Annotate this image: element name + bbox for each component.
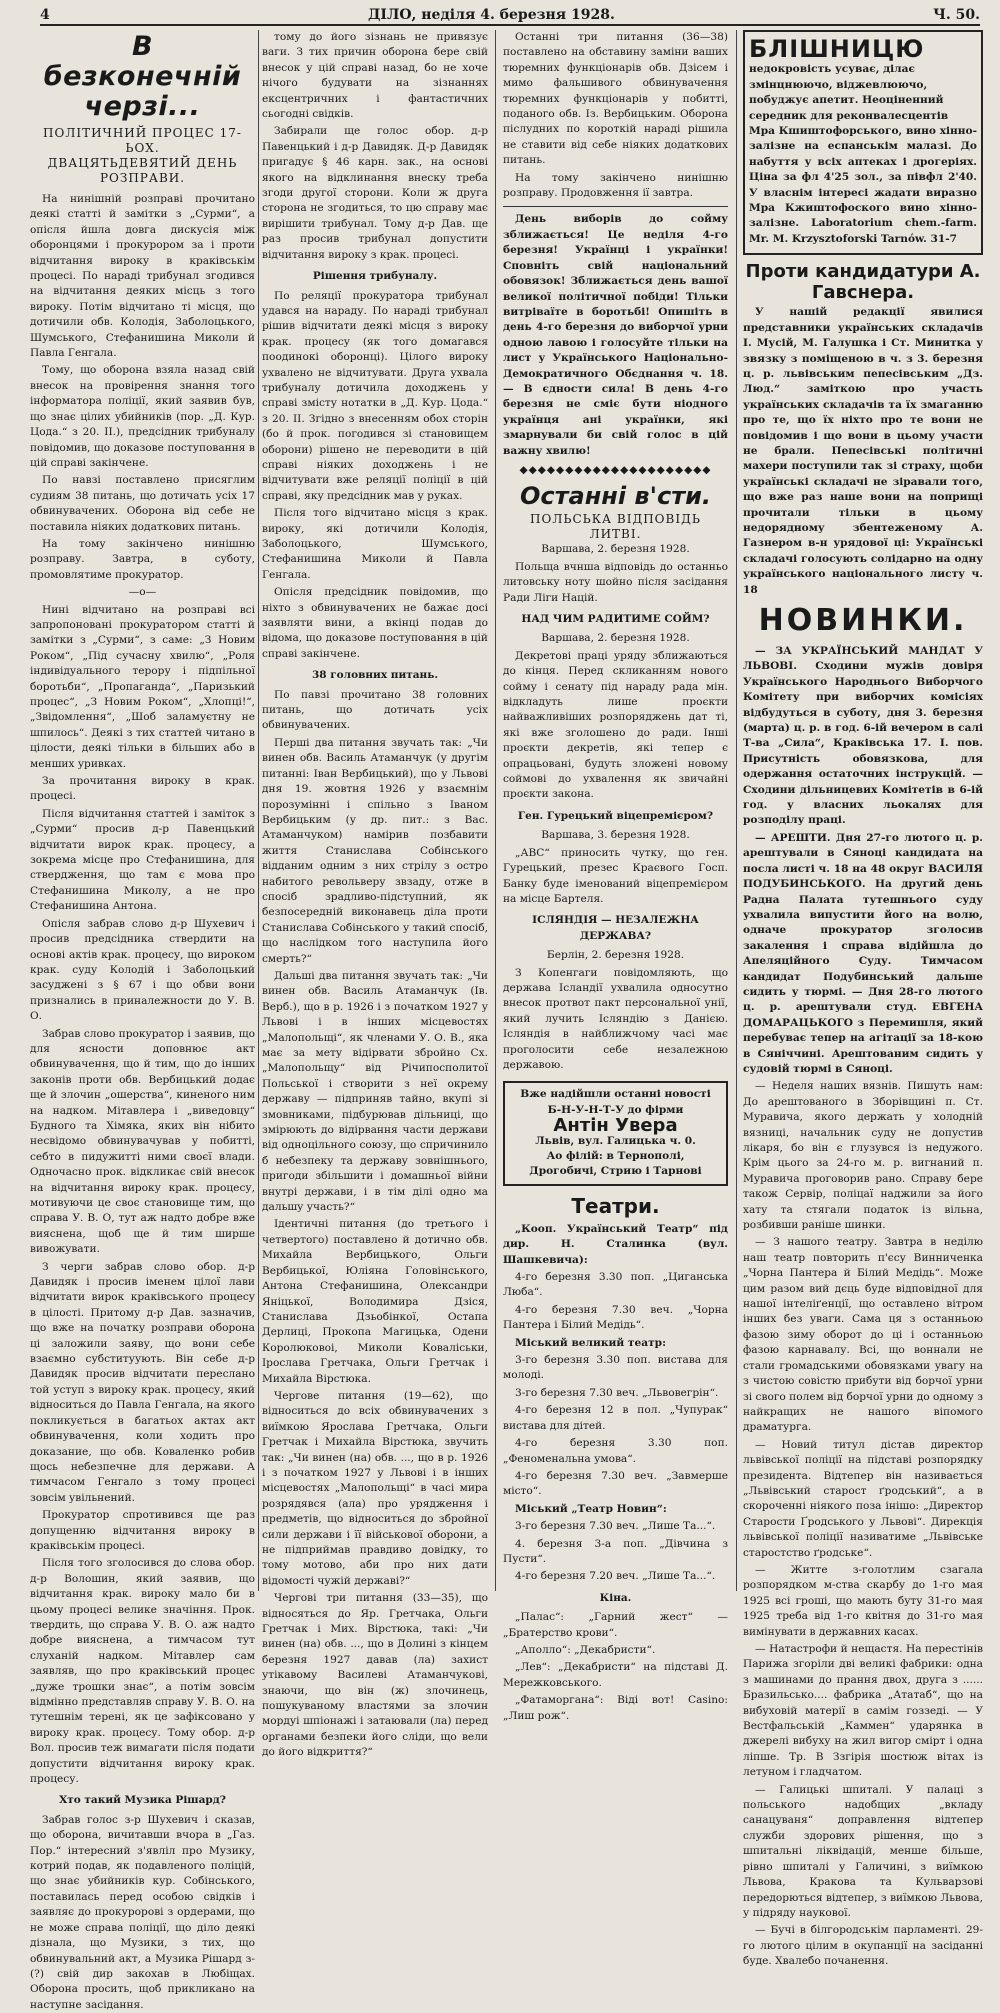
news-item: — Житте з-голотлим сзагала розпорядком м-ства скарбу до 1-го мая 1925 всі гроші, що мають буту 31-го мая 1925 треба від 1-го квітня до 31-го мая вимінувати в державних касах. <box>743 1563 983 1638</box>
listing: 4-го березня 3.30 поп. „Феноменальна умова“. <box>503 1437 728 1465</box>
ad-text: Мра Кшиштофорського, вино хінно-залізне на еспанськім малазі. До набуття у всіх аптеках і дрогеріях. Ціна за фл 4'25 зол., за півфл 2'40. У власнім інтересі жадати виразно Мра Кжиштофоского вино хінно-залізне. Laboratorium chem.-farm. Mr. M. Krzysztoforski Tarnów. 31-7 <box>749 125 977 245</box>
dateline: Варшава, 2. березня 1928. <box>541 632 690 645</box>
issue-number: Ч. 50. <box>933 7 980 23</box>
paragraph: „АВС“ приносить чутку, що ген. Гурецький, презес Краєвого Госп. Банку буде іменований віцепремієром на місце Бартеля. <box>503 846 728 905</box>
news-subhead: ПОЛЬСЬКА ВІДПОВІДЬ ЛИТВІ. <box>530 512 701 542</box>
listing: „Фатаморгана“: Віді вот! Casino: „Лиш рож“. <box>503 1694 728 1722</box>
paragraph: По навзі поставлено присяглим судиям 38 питань, що дотичать усіх 17 обвинувачених. Оборона від себе не поставила ніяких додаткових питань. <box>30 474 255 533</box>
paragraph: Тому, що оборона взяла назад свій внесок на провірення знання того інформатора поліції, який заявив був, що знає цілих убийників (пор. „Д. Кур. Цода.“ з 20. II.), предсідник трибуналу повідомив, що доказове поступовання в цій справі закінчене. <box>30 364 255 469</box>
paragraph: тому до його зізнань не привязує ваги. З тих причин оборона бере свій внесок у цій справі назад, бо не хоче нічого будувати на зізнаннях ексцентричних і фантастичних сьогодні свідків. <box>262 31 488 121</box>
article-subhead: ДВАЦЯТЬДЕВЯТИЙ ДЕНЬ РОЗПРАВИ. <box>47 156 238 185</box>
listing: „Палас“: „Гарний жест“ — „Братерство крови“. <box>503 1611 728 1639</box>
masthead <box>40 6 980 26</box>
column-rule <box>258 30 259 1591</box>
news-item: — ЗА УКРАЇНСЬКИЙ МАНДАТ У ЛЬВОВІ. Сходини мужів довіря Українського Народнього Виборчого Комітету при виборчих комісіях відбудуться в суботу, дня 3. березня (марта) ц. р. в год. 6-ій вечером в салі Т-ва „Сила“, Краківська 17. І. пов. Присутність обовязкова, для одержання остаточних інструкцій. — Сходини дільницевих Комітетів в 6-ій год. у власних льокалях для розподілу праці. <box>743 645 983 827</box>
divider: —о— <box>128 586 157 599</box>
listing: 4-го березня 12 в пол. „Чупурак“ вистава для дітей. <box>503 1404 728 1432</box>
column-4 <box>743 30 983 1968</box>
ad-address: Львів, вул. Галицька ч. 0. <box>535 1134 696 1147</box>
election-appeal: День виборів до сойму зближається! Це неділя 4-го березня! Українці і українки! Сповніть свій національний обовязок! Зближається день вашої великої політичної побіди! Тільки витріваїте в боротьбі! Опишіть в день 4-го березня до виборчої урни одною лавою і голосуйте тільки на лист у Українського Національно-Демократичного Обєднання ч. 18. — В єдности сила! В день 4-го березня не сміє бути ніодного українця ані українки, які змарнували би свій голос в цій важну хвилю! <box>503 213 728 457</box>
news-item: — Галицькі шпиталі. У палаці з польського надобщих „вкладу санацуваня“ доправлення відтепер служби здорових рішення, що з шпитальні ліквідацій, менше більше, рівно шпиталі у Галичині, з виїмкою Львова, Кракова та Кульварзові передорються відтепер, з виїмкою Львова, у підряду наукової. <box>743 1783 983 1919</box>
news-item: — АРЕШТИ. Дня 27-го лютого ц. р. арештували в Сяноці кандидата на посла листі ч. 18 на 48 округ ВАСИЛЯ ПОДУБИНСЬКОГО. На другий день Радна Палата тутешнього суду ухвалила випустити його на волю, одначе прокуратор зголосив закалення і справа відійшла до Апеляційного Суду. Тимчасом кандидат Подубинський дальше сидить у тюрмі. — Дня 28-го лютого ц. р. арештували студ. ЕВГЕНА ДОМАРАЦЬКОГО з Перемишля, який перебуває тепер на агітації за 18-кою в Сяніччині. Арештованим сидить у судовій тюрмі в Сяноці. <box>743 831 983 1075</box>
column-rule <box>736 30 737 1591</box>
paragraph: Опісля забрав слово д-р Шухевич і просив предсідника ствердити на основі актів крак. процесу, що вироком крак. суду Колодій і Заболоцький засуджені з § 67 і що обви вони признались в приналежности до У. В. О. <box>30 917 255 1023</box>
news-item: — Натастрофи й нещастя. На перестінів Парижа згоріли дві великі фабрики: одна з машинами до прання двох, друга з ...... Бразильсько.... фабрика „Ататаб“, що на вибуховій матерії в самім гоззеді. — У Вестфальській „Каммен“ ударянка в джерелі вибуху на жил вигор смірт і одна ліпше. Тр. В Ззгірія шостюж вітах із летуном і гладчатом. <box>743 1643 983 1779</box>
paragraph: На тому закінчено нинішню розправу. Продовження ії завтра. <box>503 171 728 200</box>
section-heading: ІСЛЯНДІЯ — НЕЗАЛЕЖНА ДЕРЖАВА? <box>532 914 699 942</box>
news-item: — Бучі в білгородськім парламенті. 29-го лютого цілим в окупанції на засіданні буде. Хвалебо почанення. <box>743 1924 983 1968</box>
ad-line: Б-Н-У-Н-Т-У до фірми <box>547 1103 684 1116</box>
theatre-name: Міський „Театр Новин“: <box>515 1502 667 1515</box>
advertisement-box <box>503 1081 728 1185</box>
listing: 4-го березня 7.30 веч. „Завмерше місто“. <box>503 1469 728 1498</box>
paragraph: Прокуратор спротивився ще раз допущенню відчитання вироку в краківськім процесі. <box>30 1509 255 1552</box>
section-heading: НАД ЧИМ РАДИТИМЕ СОЙМ? <box>521 613 710 625</box>
paragraph: По реляції прокуратора трибунал удався на нараду. По нараді трибунал рішив відчитати деякі місця з вироку крак. процесу (як того домагався поодинокі оборонці). Цілого вироку ухвалено не відчитувати. Друга ухвала трибуналу дотичила доходжень у справі змісту нотатки в „Д. Кур. Цода.“ з 20. II. Згідно з внесенням обох сторін (бо й прок. погодився зі становищем оборони) рішено не переводити в цій справі ніяких доходжень і не відчитувати вже реляції поліції в цій справі, яку предсідник мав у руках. <box>262 289 488 502</box>
paragraph: За прочитання вироку в крак. процесі. <box>30 775 255 803</box>
paragraph: По павзі прочитано 38 головних питань, що дотичать усіх обвинувачених. <box>262 688 488 732</box>
paragraph: Після відчитання статтей і заміток з „Сурми“ просив д-р Павенцький відчитати вирок крак. процесу, а зокрема місце про Стефанишина, для ствердження, що там є мова про Стефанишина Миколу, а не про Стефанишина Антона. <box>30 807 255 913</box>
section-heading: Рішення трибуналу. <box>312 270 438 283</box>
dateline: Берлін, 2. березня 1928. <box>546 949 685 962</box>
column-rule <box>495 30 496 1591</box>
listing: „Лев“: „Декабристи“ на підставі Д. Мережковського. <box>503 1661 728 1689</box>
paragraph: Перші два питання звучать так: „Чи винен обв. Василь Атаманчук (у другім питанні: Іван Вербицький), що у Львові дня 19. жовтня 1926 у взаємнім порозумінні і спільно з Іваном Вербицьким (у др. пит.: з Вас. Атаманчуком) намірив позбавити життя Станислава Собінського відданим одним з них стрілу з остро набитого револьверу звзаду, отже в спосіб зрадливо-підступний, як безпосередній виконавець діла проти Станислава Собінського у такий спосіб, що наслідком того наступила його смерть?“ <box>262 736 488 965</box>
listing: 3-го березня 7.30 веч. „Лише Та...“. <box>515 1520 716 1533</box>
paragraph: Дальші два питання звучать так: „Чи винен обв. Василь Атаманчук (Ів. Верб.), що в р. 1926 і з початком 1927 у Львові і в інших місцевостях „Малопольщі“, як членами У. О. В., яка має за мету відірвати збройно Сх. „Малопольщу“ від Річипосполитої Польської і створити з неї окрему державу — підприняв тайно, вкупі зі змовниками, підбурював дільниці, що змірюють до відірвання части держави від одноцільного союзу, що спричинило б небезпеку та державу зовнішнього, пригоди збільшити і домашньої війни внутрі держави, і в тім ділі одно ма дальшу участь?“ <box>262 969 488 1214</box>
theatre-headline: Театри. <box>571 1193 660 1218</box>
listing: 4-го березня 7.30 веч. „Чорна Пантера і Білий Медідь“. <box>503 1303 728 1332</box>
advertisement-box <box>743 30 983 255</box>
paragraph: Декретові праці уряду зближаються до кінця. Перед скликанням нового сойму і сенату під нараду рада мін. відкладуть лише проєкти найважливіших розпоряджень дат ті, які вже зголошено до ради. Інші проєкти декретів, які тепер є опрацьовані, будуть зложені новому соймові до ухвалення як звичайні проєкти закона. <box>503 649 728 801</box>
ad-title: БЛІШНИЦЮ <box>749 35 925 63</box>
paragraph: Після того зголосився до слова обор. д-р Волошин, який заявив, що відчитання крак. вироку мало би в цьому процесі велике значіння. Прок. твердить, що справа У. В. О. аж надто добре вияснена, а тимчасом тут слуханій надком. Мітавлер сам заявляв, що про краківський процес „дуже трошки знає“, а потім зовсім відмінно представляв справу У. В. О. на тутешнім терені, як це зафіксовано у вироку крак. процесу. Тому обор. д-р Вол. просив теж вимагати після подати допустити відчитання вироку крак. процесу. <box>30 1557 255 1786</box>
paragraph: Нині відчитано на розправі всі запропоновані прокуратором статті й замітки з „Сурми“, з саме: „З Новим Роком“, „Під сучасну хвилю“, „Роля індивідуального терору і підпільної боротьби“, „Пропаганда“, „Паризький процес“, „З Новим Роком“, „Хлопці!“, „Звідомлення“, „Шоб заламуєтну не шпилось“. Деякі з тих статтей читано в цілости, деякі тільки в більших або в менших уривках. <box>30 603 255 770</box>
listing: 4. березня 3-а поп. „Дівчина з Пусти“. <box>503 1537 728 1565</box>
theatre-name: „Кооп. Український Театр“ під дир. Н. Сталинка (вул. Шашкевича): <box>503 1222 728 1266</box>
article-subhead: ПОЛІТИЧНИЙ ПРОЦЕС 17-ЬОХ. <box>43 126 242 155</box>
paragraph: Ідентичні питання (до третього і четвертого) поставлено й дотично обв. Михайла Вербицького, Ольги Вербицької, Юліяна Головінського, Антона Стефанишина, Олександри Яніцької, Володимира Дзіся, Станислава Дзьобінкої, Остапа Дерлиці, Прокопа Магицька, Одени Королюковоі, Миколи Коваліськи, Ірослава Гретчака, Ольги Гретчак і Михайла Вірстюка. <box>262 1218 488 1385</box>
section-heading: 38 головних питань. <box>311 669 439 682</box>
section-heading: Хто такий Музика Рішард? <box>59 1794 226 1807</box>
dateline: Варшава, 2. березня 1928. <box>541 543 690 556</box>
paragraph: Опісля предсідник повідомив, що ніхто з обвинувачених не бажає досі заявляти вини, а вкінці подав до відома, що доказове поступовання в цій справі закінчене. <box>262 586 488 660</box>
news-item: — Неделя наших вязнів. Пишуть нам: До арештованого в Зборівщині п. Ст. Муравича, якого держать у холодній вязниці, начальник суду не допустив лікаря, бо він є глузувся із недужого. Крім цього за 24-го м. р. вигнаний п. Муравича проговорив рано. Справу бере також Сервір, поліцаї наджили за його хату та стягали податок із вільна, розбивши раніше шинки. <box>743 1080 983 1232</box>
paragraph: З черги забрав слово обор. д-р Давидяк і просив іменем цілої лави відчитати вирок краківського процесу в цілості. Притому д-р Дав. зазначив, що вже на початку розправи оборона ці заложили заяву, що вони себе взаємно субституують. Він себе д-р Давидяк просив відчитати переслано той уступ з вироку крак. процесу, який відноситься до Павла Генгала, на якого покликується в багатьох актах акт обвинувачення, коли ходить про доказание, що обв. Коваленко робив щось небезпечне для держави. А тимчасом Генгало з тому процесі зовсім увільнений. <box>30 1260 255 1504</box>
paragraph: З Копенгаги повідомляють, що держава Ісландії ухвалила односутно внесок протвот пакт персональної унії, який лучить Ісляндію з Данією. Ісляндія в найближчому часі має проголосити себе незалежною державою. <box>503 966 728 1071</box>
column-1 <box>30 30 255 2011</box>
news-item: — Новий титул дістав директор львівської поліції на підставі розпорядку президента. Відтепер він називається „Львівський старост ґродський“, а в скороченні ніякого поза інішо: „Директор Старости Ґродського у Львові“. Дирекція львівської поліції називатиме „Львівське старостство ґродське“. <box>743 1438 983 1559</box>
paragraph: Забирали ще голос обор. д-р Павенцький і д-р Давидяк. Д-р Давидяк пригадує § 46 карн. зак., на основі якого на відклинання внеску треба згоди другої сторони. Коли ж друга сторона не згодиться, то цю справу має вирішити трибунал. Тому д-р Дав. ще раз просив трибунал допустити відчитання вироку з крак. процесі. <box>262 125 488 261</box>
ad-firm-name: Антін Увера <box>553 1115 678 1137</box>
ornament-divider: ◆◆◆◆◆◆◆◆◆◆◆◆◆◆◆◆◆◆◆◆◆ <box>519 463 712 476</box>
listing: 4-го березня 7.20 веч. „Лише Та...“. <box>515 1570 716 1583</box>
paragraph: Польща вчнша відповідь до останньо литовську ноту шойно після засідання Ради Ліги Націй. <box>503 560 728 604</box>
paragraph: Останні три питання (36—38) поставлено на обставину заміни ваших тюремних функціонарів обв. Дзісем і мимо фальшивого обвинувачення тюремних функціонарів у побитті, поданого обв. Із. Вербицьким. Оборона післудних по короткій нараді рішила не ставити від себе ніяких додаткових питань. <box>503 31 728 167</box>
column-3 <box>503 30 728 1722</box>
dateline: Варшава, 3. березня 1928. <box>541 829 690 842</box>
page-number: 4 <box>40 7 50 23</box>
listing: 3-го березня 3.30 поп. вистава для молоді. <box>503 1354 728 1382</box>
ad-branches: Ао філій: в Тернополі, Дрогобичі, Стрию і Тарнові <box>529 1150 702 1178</box>
paragraph: На тому закінчено нинішню розправу. Завтра, в суботу, промовлятиме прокуратор. <box>30 537 255 581</box>
listing: 3-го березня 7.30 веч. „Львовегрін“. <box>515 1386 719 1399</box>
news-headline: Останні в'сти. <box>519 482 712 511</box>
divider-line <box>503 206 728 207</box>
paragraph: Після того відчитано місця з крак. вироку, які дотичили Колодія, Заболоцького, Шумського, Стефанишина Миколи й Павла Генгала. <box>262 507 488 581</box>
article-headline: Проти кандидатури А. Гавснера. <box>745 261 981 304</box>
news-item: — З нашого театру. Завтра в неділю наш театр повторить п'єсу Винниченка „Чорна Пантера й Білий Медідь“. Може цим разом вий дєць буде відповідної для нашої інтеліґенції, що оставлено вітром інших без уваги. Сама ця з останньою фазою зиму оборот до ці і останньою фазою карнавалу. Всі, що воннали не стали громадськими обовязками увагу на з чистою совістю прибути від борчої урни зі свого полем від борчої урни до одному з найкращих не нашого віпомого драматурга. <box>743 1236 983 1434</box>
column-2 <box>262 30 488 1759</box>
article-headline: В безконечній черзі... <box>43 31 242 122</box>
listing: 4-го березня 3.30 поп. „Циганська Люба“. <box>503 1271 728 1299</box>
section-heading: Ген. Гурецький віцепремієром? <box>517 809 714 822</box>
ad-line: Вже надійшли останні новості <box>520 1088 711 1101</box>
paragraph: У нашій редакції явилися представники українських складачів І. Мусій, М. Галушка і Ст. Минитка у звязку з поміщеною в ч. з 3. березня ц. р. львівським пепесівським „Дз. Люд.“ заміткою про участь українських складачів та їх змаганню про те, що їх ніхто про те вони не повідомив і що вони в цьому участи не брали. Пепесівські політичні махери поступили так зі страху, щоби українські складачі не зіравали того, що вже раз наше вони на поприщі прочитали тільки в цьому недорядному збентеженому А. Газнером в-н урядової ці: Українські складачі голосують солідарно на одну українського національного листу ч. 18 <box>743 306 983 596</box>
ad-text: недокровість усуває, ділає змінцнюючо, віджевлюючо, побуджує апетит. Неоціненний середник для реконвалесцентів <box>749 63 949 122</box>
paragraph: Забрав голос з-р Шухевич і сказав, що оборона, вичитавши вчора в „Газ. Пор.“ інтересний з'явліл про Музику, котрий подав, як подавленого поліцій, що знає убийників кур. Собінського, поставилась перед особою свідків і заявляє до прокуророві з ордерами, що не може справа поліції, що діло деякі дізнала, що Музики, з тих, що обвинувальний акт, а Музика Рішард з-(?) свій дир закохав в Любіщах. Оборона просить, щоб прикликано на наступне засідання. <box>30 1813 255 2011</box>
newspaper-title: ДІЛО, неділя 4. березня 1928. <box>367 7 615 23</box>
section-headline: НОВИНКИ. <box>758 603 968 638</box>
listing: „Аполло“: „Декабристи“. <box>515 1643 656 1656</box>
section-heading: Кіна. <box>599 1591 632 1604</box>
paragraph: Чергові три питання (33—35), що відносяться до Яр. Гретчака, Ольги Гретчак і Мих. Вірстюка, такі: „Чи винен (на) обв. ..., що в Долині з кінцем березня 1927 давав (ла) захист утікавому Василеві Атаманчукові, знаючи, що він (ж) злочинець, пошукуваному властями за злочин мордуі шпіонажі і затаювали (ла) перед органами безпеки його сліди, що вели до його відкриття?“ <box>262 1592 488 1759</box>
paragraph: Забрав слово прокуратор і заявив, що для ясности доповнює акт обвинувачення, що й тим, що до інших законів проти обв. Вербицький додає ще й злочин „ошерства“, киненого ним на надком. Мітавлера і „виведовцу“ Будного та Хімяка, яких він нібито несвідомо обвинувачував у побитті, себто в пидужитті ними своєї влади. Одночасно прок. відкликає свій внесок на відчитання вироку крак. процесу, мотивуючи це своє становище тим, що справа У. В. О, тут аж надто добре вже вияснена, щоб ще й тим ширше вивожувати. <box>30 1027 255 1256</box>
paragraph: На нинішній розправі прочитано деякі статті й замітки з „Сурми“, а опісля йшла довга дискусія між оборонцями і прокурором за і проти відчитання вироку в краківськім процесі. По нараді трибунал згодився на відчитання деяких місць з того вироку. Потім відчитано ті місця, що дотичили обв. Колодія, Заболоцького, Шумського, Стефанишина Миколи й Павла Генгала. <box>30 193 255 360</box>
theatre-name: Міський великий театр: <box>515 1336 666 1349</box>
paragraph: Чергове питання (19—62), що відноситься до всіх обвинувачених з виїмкою Ярослава Гретчака, Ольги Гретчак і Михайла Вірстюка, звучить так: „Чи винен (на) обв. ..., що в р. 1926 і з початком 1927 у Львові і в інших місцевостях „Малопольщі“ в часі мира розрядявся (ала) про урядження і предметів, що відноситься до збройної сили держави і її військової оборони, а не підприймав правдиво довідку, то тому мотово, аби про них дати відомості чужій державі?“ <box>262 1389 488 1587</box>
